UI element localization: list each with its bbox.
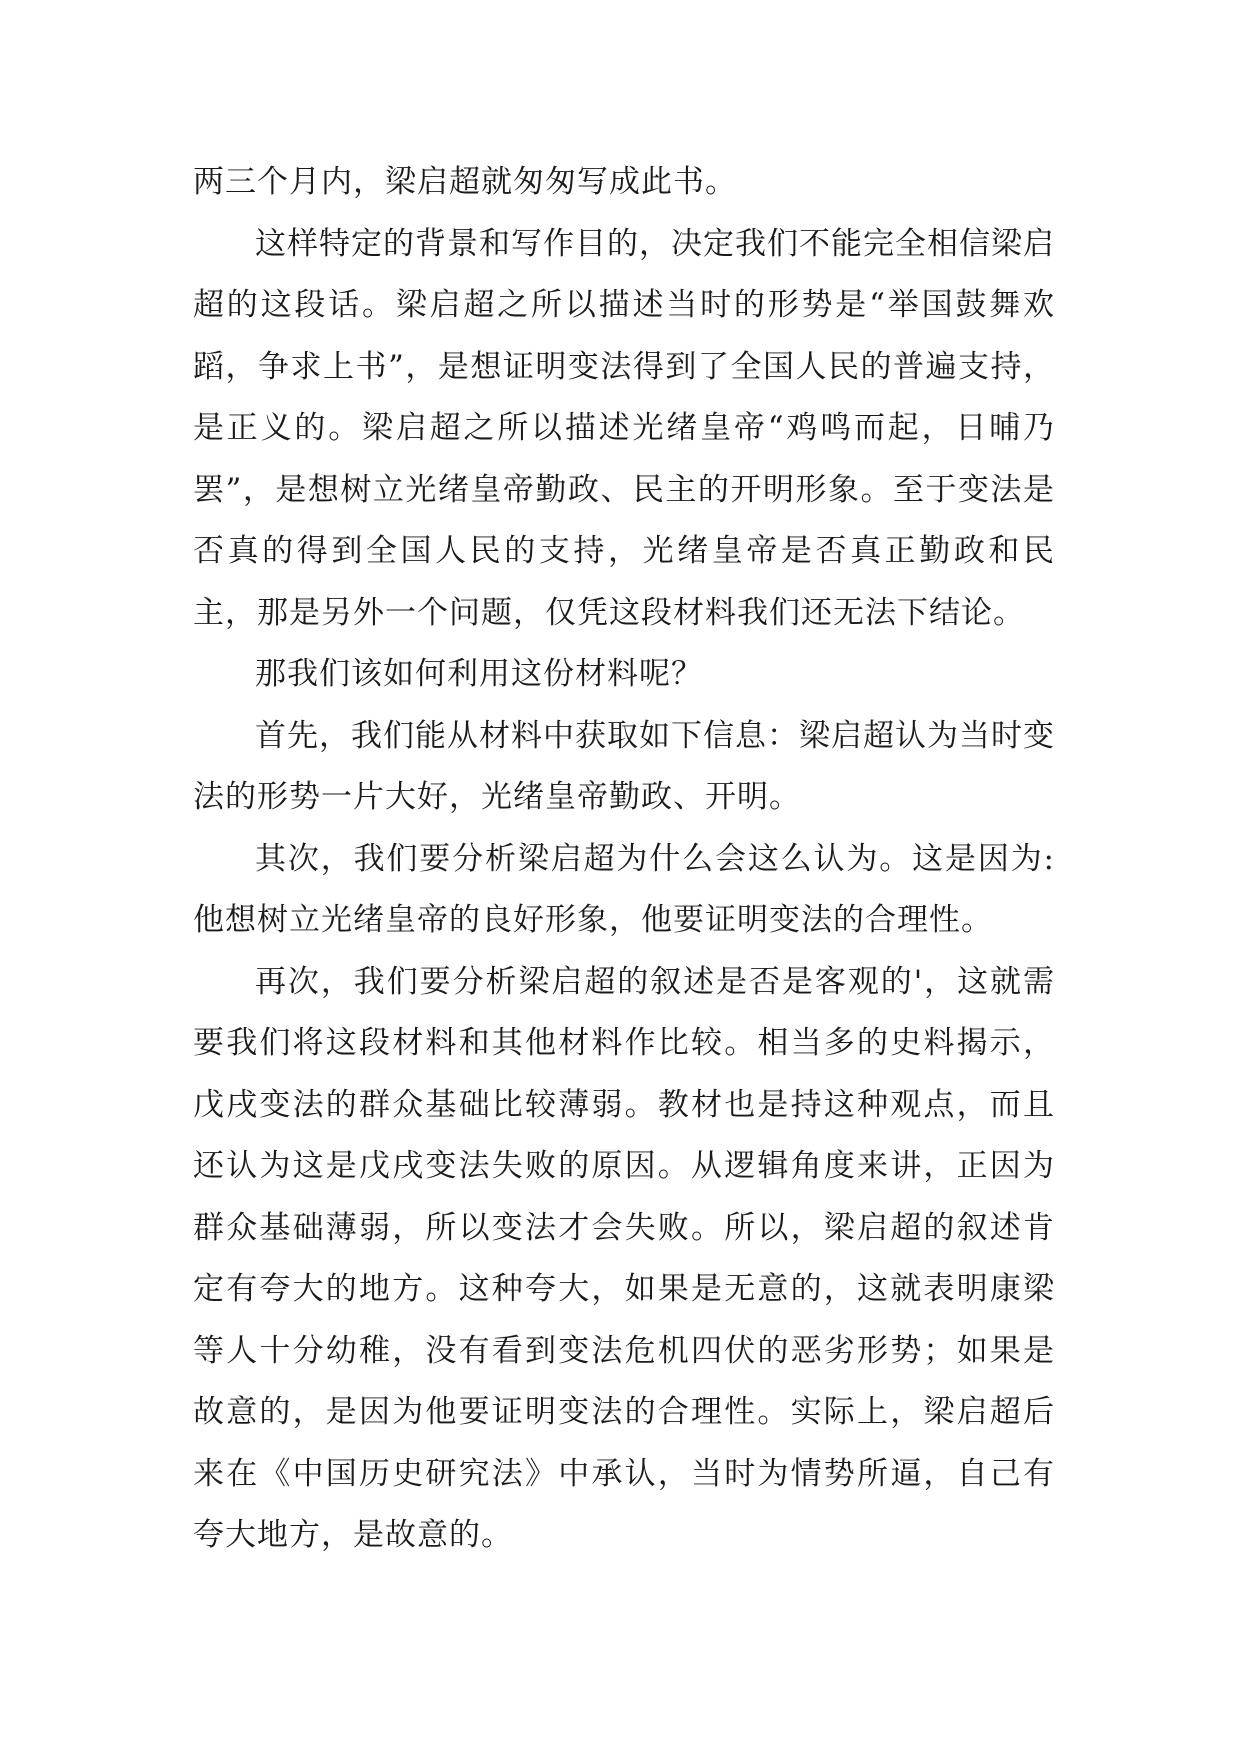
paragraph-second: 其次，我们要分析梁启超为什么会这么认为。这是因为:他想树立光绪皇帝的良好形象，他要证明变法的合理性。 — [193, 840, 1055, 938]
paragraph-question: 那我们该如何利用这份材料呢？ — [255, 656, 703, 692]
paragraph-first: 首先，我们能从材料中获取如下信息：梁启超认为当时变法的形势一片大好，光绪皇帝勤政、开明。 — [193, 717, 1055, 815]
paragraph-third: 再次，我们要分析梁启超的叙述是否是客观的'，这就需要我们将这段材料和其他材料作比较。相当多的史料揭示，戊戌变法的群众基础比较薄弱。教材也是持这种观点，而且还认为这是戊戌变法失败的原因。从逻辑角度来讲，正因为群众基础薄弱，所以变法才会失败。所以，梁启超的叙述肯定有夸大的地方。这种夸大，如果是无意的，这就表明康梁等人十分幼稚，没有看到变法危机四伏的恶劣形势；如果是故意的，是因为他要证明变法的合理性。实际上，梁启超后来在《中国历史研究法》中承认，当时为情势所逼，自己有夸大地方，是故意的。 — [193, 963, 1055, 1553]
document-page — [193, 152, 1055, 1567]
paragraph-background-purpose: 这样特定的背景和写作目的，决定我们不能完全相信梁启超的这段话。梁启超之所以描述当时的形势是“举国鼓舞欢蹈，争求上书”，是想证明变法得到了全国人民的普遍支持，是正义的。梁启超之所以描述光绪皇帝“鸡鸣而起，日晡乃罢”，是想树立光绪皇帝勤政、民主的开明形象。至于变法是否真的得到全国人民的支持，光绪皇帝是否真正勤政和民主，那是另外一个问题，仅凭这段材料我们还无法下结论。 — [193, 225, 1055, 631]
paragraph-continuation: 两三个月内，梁启超就匆匆写成此书。 — [193, 164, 737, 200]
